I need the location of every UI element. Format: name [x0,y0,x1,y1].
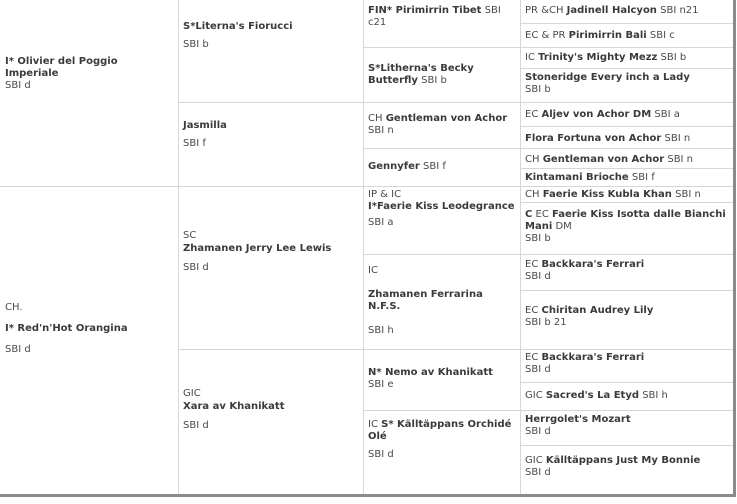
pedigree-title: EC & PR [525,30,566,41]
gen2-cell [178,18,363,58]
pedigree-meta: SBI b [525,233,551,244]
pedigree-title: GIC [183,388,201,399]
dam-cell [0,298,178,378]
pedigree-title: EC [525,305,539,316]
pedigree-title: GIC [525,390,543,401]
pedigree-name: N* Nemo av Khanikatt [368,367,493,378]
gen4-cell [520,151,733,168]
pedigree-meta: SBI a [368,217,394,228]
pedigree-meta: SBI n [675,189,701,200]
pedigree-name: FIN* Pirimirrin Tibet [368,5,482,16]
pedigree-name: S*Litherna's Becky Butterfly [368,63,474,86]
pedigree-name: Backkara's Ferrari [541,259,645,270]
pedigree-title: CH [525,189,540,200]
pedigree-name: Faerie Kiss Kubla Khan [542,189,672,200]
pedigree-title: EC [535,209,549,220]
pedigree-meta: SBI h [368,325,394,336]
pedigree-meta: SBI d [183,420,209,431]
pedigree-name: Sacred's La Etyd [545,390,640,401]
pedigree-meta: SBI b [421,75,447,86]
pedigree-name: Backkara's Ferrari [541,352,645,363]
pedigree-meta: SBI d [525,467,551,478]
pedigree-meta: SBI d [5,344,31,355]
row-divider [520,126,733,127]
gen4-cell [520,411,733,445]
pedigree-meta: SBI d [525,426,551,437]
row-divider [520,202,733,203]
row-divider [363,47,733,48]
gen2-cell [178,226,363,286]
pedigree-name: I* Olivier del Poggio Imperiale [5,56,118,79]
gen3-cell [363,364,520,400]
pedigree-meta: SBI f [183,138,206,149]
pedigree-name: Herrgolet's Mozart [525,414,631,425]
pedigree-name: Källtäppans Just My Bonnie [545,455,701,466]
gen3-cell [363,416,520,486]
pedigree-title: EC [525,259,539,270]
row-divider [520,445,733,446]
pedigree-meta: SBI n [368,125,394,136]
gen4-cell [520,452,733,492]
gen4-cell [520,106,733,126]
pedigree-name: S* Källtäppans Orchidé Olé [368,419,512,442]
pedigree-name: Jadinell Halcyon [566,5,657,16]
pedigree-title: IP & IC [368,189,402,200]
pedigree-meta: SBI a [654,109,680,120]
pedigree-name: Xara av Khanikatt [183,401,285,412]
row-divider [520,290,733,291]
pedigree-meta: SBI e [368,379,394,390]
row-divider [363,254,733,255]
pedigree-meta: SBI d [5,80,31,91]
pedigree-name: Aljev von Achor DM [541,109,652,120]
pedigree-name: Gennyfer [368,161,420,172]
gen4-cell [520,186,733,202]
pedigree-name: Gentleman von Achor [385,113,508,124]
pedigree-name: Trinity's Mighty Mezz [538,52,658,63]
gen4-cell [520,49,733,68]
pedigree-meta: SBI n21 [660,5,699,16]
pedigree-meta: SBI b [525,84,551,95]
pedigree-meta: SBI c [649,30,675,41]
pedigree-name: S*Literna's Fiorucci [183,21,293,32]
pedigree-meta: SBI n [664,133,691,144]
gen3-cell [363,158,520,184]
gen4-cell [520,2,733,22]
pedigree-name: Pirimirrin Bali [568,30,647,41]
gen4-cell [520,169,733,186]
pedigree-meta: SBI c21 [368,5,501,28]
gen4-cell [520,206,733,254]
pedigree-name: I* Red'n'Hot Orangina [5,323,128,334]
pedigree-title: IC [525,52,535,63]
gen3-cell [363,60,520,105]
pedigree-name: Jasmilla [183,120,227,131]
pedigree-title: SC [183,230,197,241]
gen3-cell [363,262,520,348]
sire-cell [0,53,178,113]
pedigree-meta: SBI h [642,390,668,401]
pedigree-suffix: DM [555,221,572,232]
pedigree-meta: SBI f [423,161,446,172]
row-divider [520,382,733,383]
gen4-cell [520,256,733,290]
pedigree-meta: SBI b [183,39,209,50]
pedigree-title-bold: C [525,209,533,220]
pedigree-meta: SBI d [525,364,551,375]
pedigree-name: Gentleman von Achor [542,154,665,165]
pedigree-title: CH [525,154,540,165]
row-divider [520,23,733,24]
pedigree-meta: SBI n [667,154,694,165]
gen4-cell [520,27,733,47]
pedigree-title: CH [368,113,383,124]
gen3-cell [363,2,520,47]
pedigree-title: GIC [525,455,543,466]
pedigree-title: EC [525,109,539,120]
pedigree-meta: SBI d [183,262,209,273]
pedigree-name: Zhamanen Jerry Lee Lewis [183,243,332,254]
pedigree-title: IC [368,419,378,430]
pedigree-title: PR &CH [525,5,564,16]
pedigree-name: Stoneridge Every inch a Lady [525,72,690,83]
pedigree-meta: SBI b [660,52,687,63]
gen3-cell [363,186,520,252]
pedigree-title: IC [368,265,378,276]
gen4-cell [520,302,733,342]
pedigree-meta: SBI f [631,172,655,183]
pedigree-name: Faerie Kiss Isotta dalle Bianchi Mani [525,209,726,232]
gen4-cell [520,349,733,382]
gen2-cell [178,384,363,444]
pedigree-title: CH. [5,302,23,313]
pedigree-name: Flora Fortuna von Achor [525,133,662,144]
gen3-cell [363,110,520,146]
gen4-cell [520,387,733,409]
gen2-cell [178,117,363,157]
pedigree-name: Kintamani Brioche [525,172,629,183]
pedigree-meta: SBI d [368,449,394,460]
pedigree-meta: SBI d [525,271,551,282]
pedigree-name: Chiritan Audrey Lily [541,305,654,316]
pedigree-name: I*Faerie Kiss Leodegrance [368,201,515,212]
pedigree-name: Zhamanen Ferrarina N.F.S. [368,289,483,312]
pedigree-title: EC [525,352,539,363]
pedigree-meta: SBI b 21 [525,317,567,328]
